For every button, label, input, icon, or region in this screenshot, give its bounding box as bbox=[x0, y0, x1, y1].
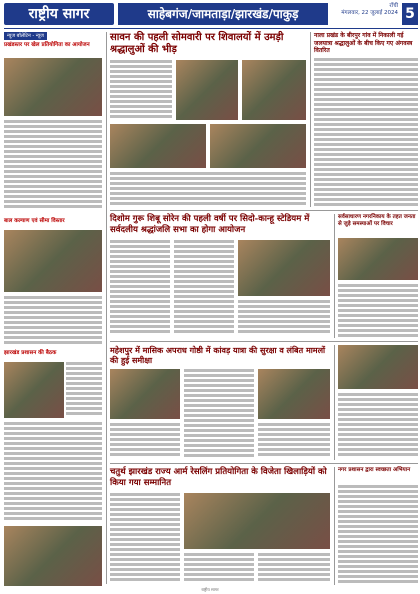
masthead bbox=[0, 0, 420, 30]
sports-photo bbox=[184, 493, 330, 549]
left-headline-2: बाल कल्याण एवं सीमा विस्तार bbox=[4, 218, 65, 224]
left-headline-3: झारखंड प्रशासन की बैठक bbox=[4, 350, 57, 356]
top-story-headline: सावन की पहली सोमवारी पर शिवालयों में उमड़ी श्रद्धालुओं की भीड़ bbox=[110, 32, 284, 55]
right-lower-story bbox=[338, 467, 418, 585]
sports-text-c bbox=[258, 553, 330, 585]
top-story-photo-1 bbox=[176, 60, 238, 120]
paper-name: राष्ट्रीय सागर bbox=[4, 3, 114, 25]
right-middle-text bbox=[338, 393, 418, 460]
column-divider-2 bbox=[310, 32, 311, 207]
mahespur-photo-2 bbox=[258, 369, 330, 419]
edition-title: साहेबगंज/जामताड़ा/झारखंड/पाकुड़ bbox=[118, 3, 328, 25]
right-lower-text bbox=[338, 485, 418, 585]
top-story-text-a bbox=[110, 60, 172, 120]
middle-right-photo bbox=[338, 238, 418, 280]
mahespur-text-b bbox=[110, 423, 180, 460]
mahespur-text-c bbox=[258, 423, 330, 460]
date-text: मंगलवार, 22 जुलाई 2024 bbox=[341, 10, 398, 16]
left-photo-4 bbox=[4, 526, 102, 586]
middle-right-story bbox=[338, 214, 418, 338]
row-divider-1 bbox=[110, 210, 418, 211]
page-number: 5 bbox=[402, 3, 418, 25]
sports-text-b bbox=[184, 553, 254, 585]
mahespur-photo-1 bbox=[110, 369, 180, 419]
right-top-text bbox=[314, 58, 418, 207]
right-middle-column bbox=[338, 345, 418, 460]
left-text-3b bbox=[4, 422, 102, 522]
sports-text-a bbox=[110, 493, 180, 585]
right-top-headline: नाला प्रखंड के बीरपुर गांव में निकाली गई जलयात्रा श्रद्धालुओं के बीच किए गए अंगवस्त्र वितरित bbox=[314, 32, 413, 54]
middle-story-text-a bbox=[110, 240, 170, 338]
middle-story-text-b bbox=[174, 240, 234, 338]
top-story-photo-4 bbox=[210, 124, 306, 168]
column-divider-1 bbox=[106, 32, 107, 584]
left-text-1 bbox=[4, 120, 102, 212]
middle-story-headline: दिशोम गुरू शिबू सोरेन की पहली वर्षी पर सिदो-कान्हू स्टेडियम में सर्वदलीय श्रद्धांजलि सभा का होगा आयोजन bbox=[110, 214, 310, 235]
column-divider-4 bbox=[334, 345, 335, 460]
middle-right-headline: सर्वसाधारण नगरनिकाय के तहत जनता से जुड़े समस्याओं पर विचार bbox=[338, 214, 416, 227]
left-headline-1: प्रखंडस्तर पर खेल प्रतियोगिता का आयोजन bbox=[4, 42, 90, 48]
top-story-photo-3 bbox=[110, 124, 206, 168]
mahespur-text-a bbox=[184, 369, 254, 460]
column-divider-3 bbox=[334, 214, 335, 338]
middle-story-photo bbox=[238, 240, 330, 296]
masthead-rule bbox=[4, 28, 418, 29]
right-middle-photo bbox=[338, 345, 418, 389]
middle-story bbox=[110, 214, 330, 338]
left-text-3a bbox=[66, 362, 102, 418]
top-story-photo-2 bbox=[242, 60, 306, 120]
middle-right-text bbox=[338, 284, 418, 338]
sports-headline: चतुर्थ झारखंड राज्य आर्म रेसलिंग प्रतियोगिता के विजेता खिलाड़ियों को किया गया सम्मानित bbox=[110, 467, 327, 488]
right-top-story bbox=[314, 32, 418, 207]
left-text-2 bbox=[4, 296, 102, 346]
middle-story-text-c bbox=[238, 300, 330, 338]
top-story bbox=[110, 32, 306, 207]
row-divider-2 bbox=[110, 341, 418, 342]
left-photo-1 bbox=[4, 58, 102, 116]
date-city: राँची bbox=[389, 3, 398, 9]
top-story-text-b bbox=[110, 172, 306, 207]
section-label: न्यूज बॉलेटिन - न्यूज bbox=[4, 32, 47, 40]
left-photo-3 bbox=[4, 362, 64, 418]
left-photo-2 bbox=[4, 230, 102, 292]
mahespur-headline: महेशपुर में मासिक अपराध गोष्ठी में कांवड़ यात्रा की सुरक्षा व लंबित मामलों की हुई समीक्षा bbox=[110, 345, 326, 365]
mahespur-story bbox=[110, 345, 330, 460]
sports-story bbox=[110, 467, 330, 585]
right-lower-headline: नगर प्रशासन द्वारा स्वच्छता अभियान bbox=[338, 467, 411, 473]
date-line bbox=[332, 3, 398, 25]
left-column bbox=[4, 32, 102, 592]
row-divider-3 bbox=[110, 463, 418, 464]
column-divider-5 bbox=[334, 467, 335, 585]
page-footer: राष्ट्रीय सागर bbox=[201, 587, 219, 592]
